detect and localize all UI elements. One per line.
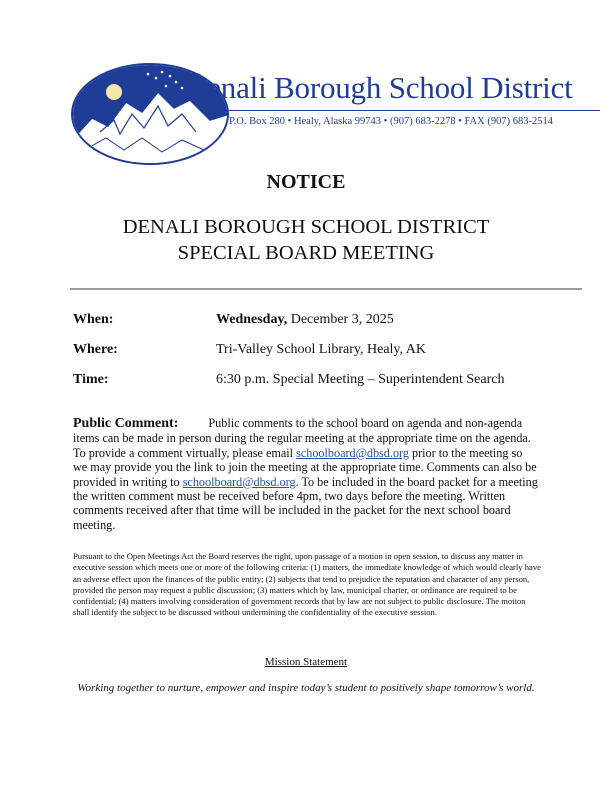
district-name-initial: D xyxy=(180,65,208,107)
public-comment-paragraph xyxy=(73,416,538,532)
district-name-rest: enali Borough School District xyxy=(207,70,573,105)
when-day: Wednesday, xyxy=(216,312,288,327)
public-comment-text-1: Public comments to the school board on agenda and non-agenda items can be made in person during the regular meeting at the appropriate time on the agenda. To provide a comment virtually, please email xyxy=(73,416,531,460)
district-name xyxy=(180,64,600,108)
when-value xyxy=(216,312,394,328)
public-comment-text-3: . To be included in the board packet for a meeting the written comment must be received before 4pm, two days before the meeting. Written comments received after that time will be included in the packet for the next school board meeting. xyxy=(73,474,538,532)
when-date: December 3, 2025 xyxy=(287,312,394,327)
letterhead-divider xyxy=(224,110,600,111)
executive-session-notice: Pursuant to the Open Meetings Act the Board reserves the right, upon passage of a motion in open session, to discuss any matter in executive session which meets one or more of the following criteria: (1) matters, the immediate knowledge of which would clearly have an adverse effect upon the finances of the public entity; (2) subjects that tend to prejudice the reputation and character of any person, provided the person may request a public discussion; (3) matters which by law, municipal charter, or ordinance are required to be confidential; (4) matters involving consideration of government records that by law are not subject to public disclosure. The motion shall identify the subject to be discussed without undermining the confidentiality of the executive session. xyxy=(73,551,541,618)
notice-heading: NOTICE xyxy=(266,171,346,193)
district-address: P.O. Box 280 • Healy, Alaska 99743 • (907) 683-2278 • FAX (907) 683-2514 xyxy=(229,116,553,127)
time-value: 6:30 p.m. Special Meeting – Superintendent Search xyxy=(216,372,505,387)
email-link-2[interactable]: schoolboard@dbsd.org xyxy=(182,474,296,489)
section-divider xyxy=(70,288,582,290)
meeting-title-line1: DENALI BOROUGH SCHOOL DISTRICT xyxy=(122,216,490,238)
public-comment-text-2: prior to the meeting so we may provide you the link to join the meeting at the appropriate time. Comments can also be provided in writing to xyxy=(73,445,537,489)
where-value: Tri-Valley School Library, Healy, AK xyxy=(216,342,426,357)
where-label: Where: xyxy=(73,342,118,357)
public-comment-label: Public Comment: xyxy=(73,416,179,431)
email-link-1[interactable]: schoolboard@dbsd.org xyxy=(296,445,409,460)
when-label: When: xyxy=(73,312,114,327)
meeting-title-line2: SPECIAL BOARD MEETING xyxy=(177,242,435,264)
mission-statement-heading: Mission Statement xyxy=(264,656,348,668)
mission-statement-text: Working together to nurture, empower and inspire today’s student to positively shape tomorrow’s world. xyxy=(77,682,535,694)
time-label: Time: xyxy=(73,372,109,387)
